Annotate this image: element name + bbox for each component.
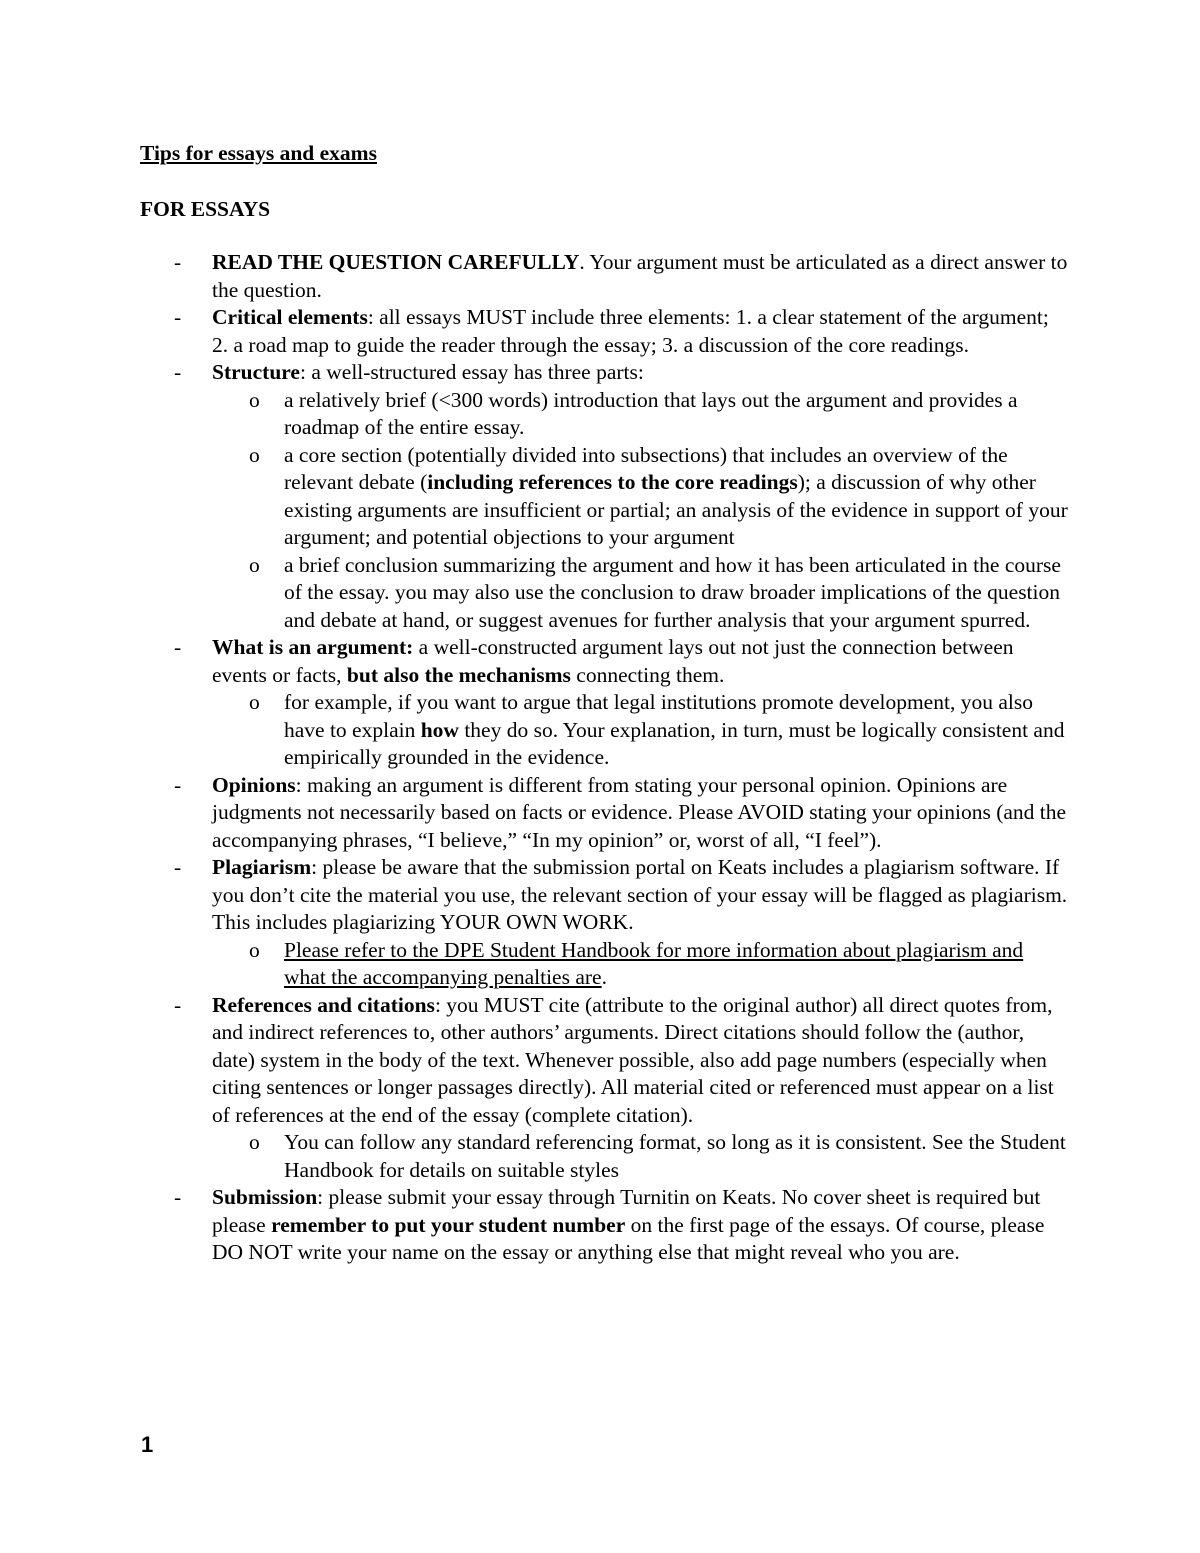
item-text: . Your argument must be articulated as a direct answer to the question. bbox=[212, 250, 1068, 302]
item-heading: Structure bbox=[212, 360, 300, 384]
list-item-references bbox=[140, 992, 1070, 1185]
item-text: a well-constructed argument lays out not just the connection between events or facts, bbox=[212, 635, 1014, 687]
item-heading: What is an argument: bbox=[212, 635, 414, 659]
list-item-what-is-argument bbox=[140, 634, 1070, 772]
item-heading: Plagiarism bbox=[212, 855, 312, 879]
item-text: : all essays MUST include three elements: 1. a clear statement of the argument; 2. a road map to guide the reader through the essay; 3. a discussion of the core readings. bbox=[212, 305, 1049, 357]
document-title: Tips for essays and exams bbox=[140, 141, 377, 165]
item-text: on the first page of the essays. Of course, please DO NOT write your name on the essay or anything else that might reveal who you are. bbox=[212, 1212, 1045, 1264]
sub-item-text: they do so. Your explanation, in turn, must be logically consistent and empirically grounded in the evidence. bbox=[284, 717, 1065, 769]
handbook-link[interactable]: Please refer to the DPE Student Handbook for more information about plagiarism and what the accompanying penalties are bbox=[284, 937, 1024, 989]
item-heading: References and citations bbox=[212, 992, 435, 1017]
sub-item-text: a brief conclusion summarizing the argument and how it has been articulated in the course of the essay. you may also use the conclusion to draw broader implications of the question and debate at hand, or suggest avenues for further analysis that your argument spurred. bbox=[284, 552, 1061, 632]
bullet-o: o bbox=[249, 690, 260, 714]
bullet-o: o bbox=[249, 387, 260, 412]
bullet-dash: - bbox=[174, 855, 182, 879]
item-text: : making an argument is different from stating your personal opinion. Opinions are judgments not necessarily based on facts or evidence. Please AVOID stating your opinions (and the accompanying phrases, “I believe,” “In my opinion” or, worst of all, “I feel”). bbox=[212, 772, 1067, 852]
sub-item-text: You can follow any standard referencing format, so long as it is consistent. See the Student Handbook for details on suitable styles bbox=[284, 1130, 1066, 1182]
sub-item-core-section bbox=[212, 442, 1070, 552]
bullet-dash: - bbox=[174, 1185, 182, 1209]
bullet-o: o bbox=[249, 442, 260, 467]
sub-item-handbook-reference bbox=[212, 937, 1070, 992]
list-item-plagiarism bbox=[140, 854, 1070, 992]
sub-item-text: . bbox=[601, 965, 607, 989]
item-text: : a well-structured essay has three parts: bbox=[299, 360, 644, 384]
sub-item-example bbox=[212, 689, 1070, 772]
references-sublist bbox=[212, 1129, 1070, 1184]
bullet-dash: - bbox=[174, 305, 182, 329]
structure-sublist bbox=[212, 387, 1070, 635]
bullet-dash: - bbox=[174, 992, 182, 1017]
item-heading: READ THE QUESTION CAREFULLY bbox=[212, 250, 580, 274]
item-text: : please be aware that the submission portal on Keats includes a plagiarism software. If you don’t cite the material you use, the relevant section of your essay will be flagged as plagiarism. This includes plagiarizing YOUR OWN WORK. bbox=[212, 855, 1068, 934]
bullet-o: o bbox=[249, 1130, 260, 1154]
section-heading: FOR ESSAYS bbox=[140, 196, 271, 221]
item-emphasis: but also the mechanisms bbox=[346, 662, 571, 687]
bullet-o: o bbox=[249, 937, 260, 962]
sub-item-emphasis: including references to the core readings bbox=[427, 470, 798, 494]
list-item-opinions bbox=[140, 772, 1070, 855]
item-text: : you MUST cite (attribute to the original author) all direct quotes from, and indirect references to, other authors’ arguments. Direct citations should follow the (author, date) system in the body of the text. Whenever possible, also add page numbers (especially when citing sentences or longer passages directly). All material cited or referenced must appear on a list of references at the end of the essay (complete citation). bbox=[212, 992, 1054, 1127]
page-number: 1 bbox=[141, 1432, 154, 1457]
item-heading: Submission bbox=[212, 1185, 318, 1209]
sub-item-text: a core section (potentially divided into subsections) that includes an overview of the relevant debate ( bbox=[284, 442, 1008, 494]
item-emphasis: remember to put your student number bbox=[271, 1212, 626, 1237]
item-text: : please submit your essay through Turnitin on Keats. No cover sheet is required but please bbox=[212, 1185, 1041, 1237]
sub-item-introduction bbox=[212, 387, 1070, 442]
argument-sublist bbox=[212, 689, 1070, 772]
bullet-o: o bbox=[249, 552, 260, 577]
bullet-dash: - bbox=[174, 250, 182, 274]
item-heading: Critical elements bbox=[212, 305, 368, 329]
essay-tips-list bbox=[140, 249, 1070, 1267]
list-item-submission bbox=[140, 1184, 1070, 1267]
sub-item-text: a relatively brief (<300 words) introduction that lays out the argument and provides a roadmap of the entire essay. bbox=[284, 387, 1018, 439]
item-text: connecting them. bbox=[570, 662, 725, 687]
list-item-structure bbox=[140, 359, 1070, 634]
sub-item-emphasis: how bbox=[420, 717, 459, 742]
sub-item-referencing-format bbox=[212, 1129, 1070, 1184]
bullet-dash: - bbox=[174, 635, 182, 659]
bullet-dash: - bbox=[174, 360, 182, 384]
list-item-read-question bbox=[140, 249, 1070, 304]
bullet-dash: - bbox=[174, 772, 182, 797]
plagiarism-sublist bbox=[212, 937, 1070, 992]
sub-item-conclusion bbox=[212, 552, 1070, 635]
list-item-critical-elements bbox=[140, 304, 1070, 359]
document-body bbox=[140, 140, 1070, 1267]
sub-item-text: for example, if you want to argue that legal institutions promote development, you also have to explain bbox=[284, 690, 1033, 742]
sub-item-text: ); a discussion of why other existing arguments are insufficient or partial; an analysis of the evidence in support of your argument; and potential objections to your argument bbox=[284, 470, 1068, 549]
item-heading: Opinions bbox=[212, 772, 296, 797]
